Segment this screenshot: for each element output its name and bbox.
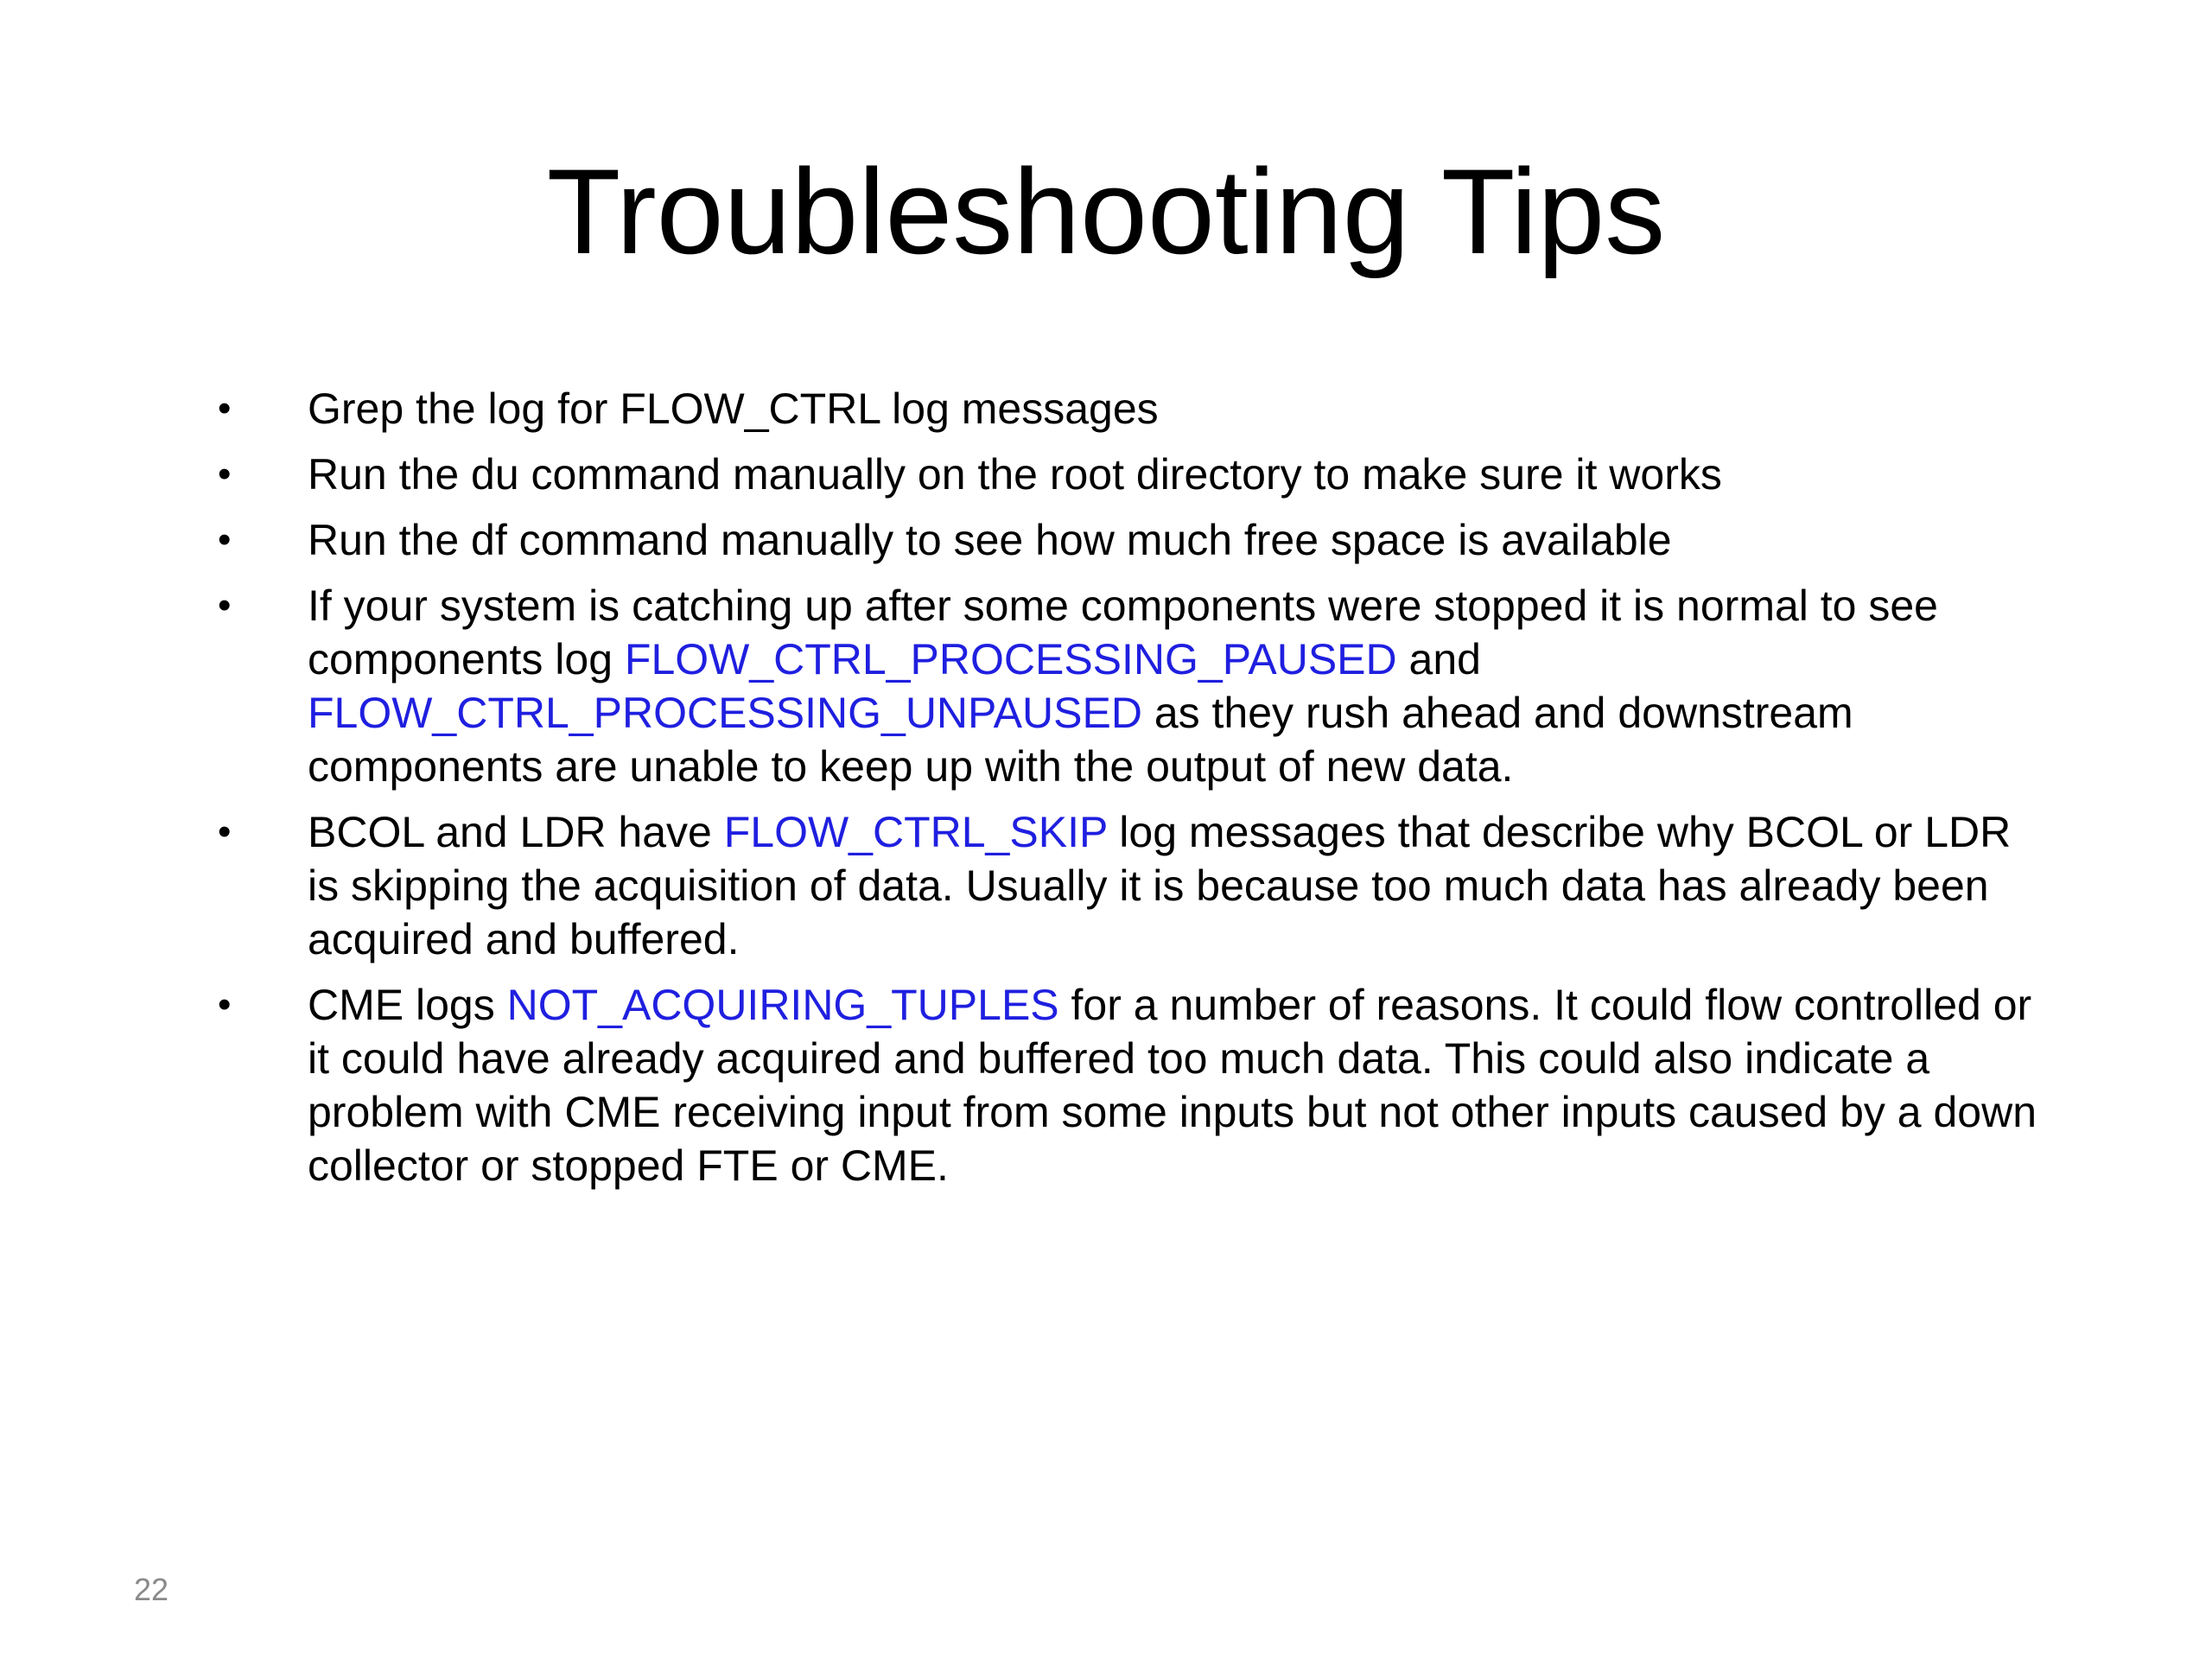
bullet-icon: • — [218, 584, 232, 626]
bullet-list — [218, 382, 2050, 1205]
bullet-item — [218, 579, 2050, 793]
bullet-item — [218, 805, 2050, 966]
log-code-highlight: FLOW_CTRL_PROCESSING_PAUSED — [624, 635, 1397, 683]
bullet-item — [218, 382, 2050, 435]
bullet-icon: • — [218, 810, 232, 853]
bullet-text: as they rush ahead and downstream components are unable to keep up with the output of new data. — [308, 689, 1853, 791]
bullet-text: log messages that describe why BCOL or LDR is skipping the acquisition of data. Usually it is because too much data has already been acquired and buffered. — [308, 808, 2012, 963]
bullet-icon: • — [218, 387, 232, 429]
bullet-icon: • — [218, 518, 232, 561]
bullet-text: Run the df command manually to see how much free space is available — [308, 516, 1672, 564]
log-code-highlight: NOT_ACQUIRING_TUPLES — [506, 981, 1059, 1029]
bullet-text: and — [1396, 635, 1481, 683]
bullet-item — [218, 513, 2050, 567]
slide-title: Troubleshooting Tips — [546, 143, 1666, 279]
bullet-text: Grep the log for FLOW_CTRL log messages — [308, 385, 1159, 433]
bullet-text: CME logs — [308, 981, 507, 1029]
log-code-highlight: FLOW_CTRL_SKIP — [723, 808, 1108, 856]
log-code-highlight: FLOW_CTRL_PROCESSING_UNPAUSED — [308, 689, 1142, 737]
slide-number: 22 — [134, 1572, 169, 1607]
bullet-text: BCOL and LDR have — [308, 808, 724, 856]
bullet-item — [218, 448, 2050, 501]
bullet-icon: • — [218, 983, 232, 1026]
bullet-text: Run the du command manually on the root directory to make sure it works — [308, 450, 1722, 499]
bullet-text: If your system is catching up after some components were stopped it is normal to see components log — [308, 582, 1938, 683]
bullet-text: for a number of reasons. It could flow controlled or it could have already acquired and buffered too much data. This could also indicate a problem with CME receiving input from some inputs but not other inputs caused by a down collector or stopped FTE or CME. — [308, 981, 2037, 1190]
bullet-item — [218, 978, 2050, 1192]
bullet-icon: • — [218, 453, 232, 495]
